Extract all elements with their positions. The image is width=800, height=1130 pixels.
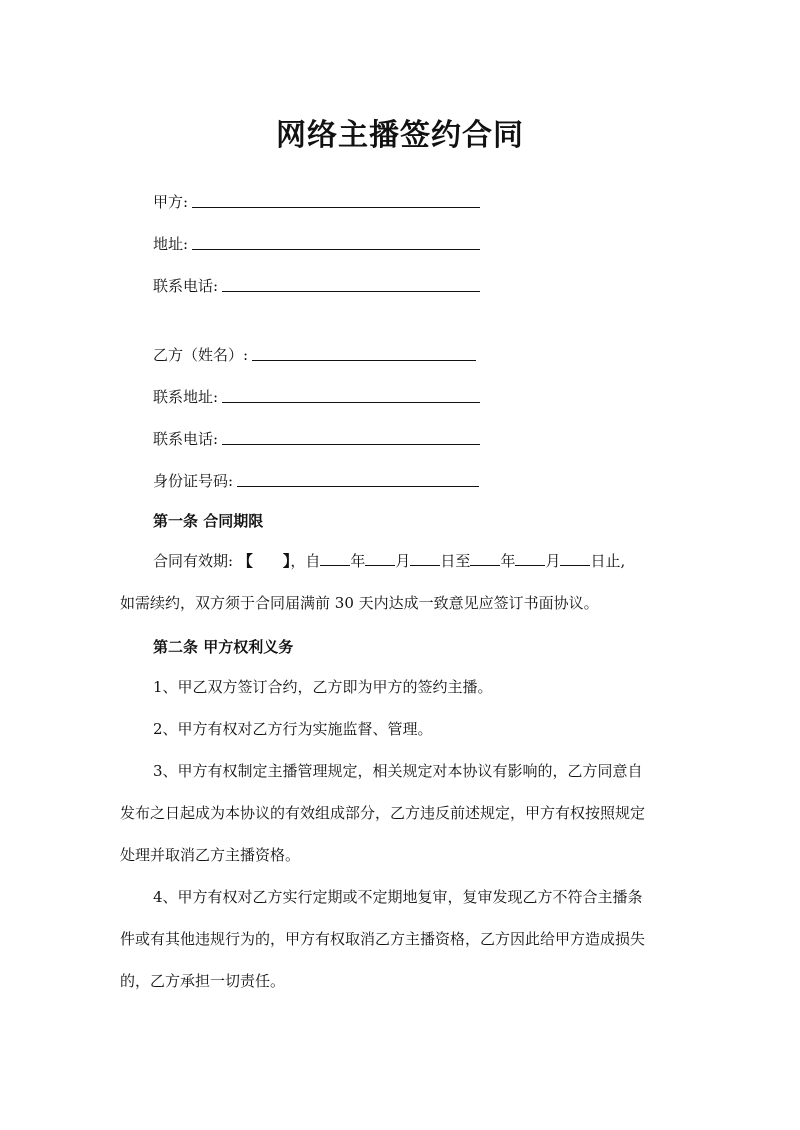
article2-clause-4-line2: 件或有其他违规行为的，甲方有权取消乙方主播资格，乙方因此给甲方造成损失: [120, 930, 646, 948]
party-b-phone-label: 联系电话:: [153, 430, 219, 448]
party-b-name-blank[interactable]: [252, 359, 476, 361]
end-day-blank[interactable]: [560, 551, 590, 566]
start-year-blank[interactable]: [320, 551, 350, 566]
party-a-address-label: 地址:: [153, 235, 189, 253]
start-day-blank[interactable]: [410, 551, 440, 566]
term-day-end: 日止,: [590, 552, 626, 570]
article2-clause-4-line1: 4、甲方有权对乙方实行定期或不定期地复审，复审发现乙方不符合主播条: [153, 888, 643, 906]
term-day-to: 日至: [440, 552, 471, 570]
party-a-address-field: [153, 228, 480, 254]
party-a-name-label: 甲方:: [153, 193, 189, 211]
party-a-address-blank[interactable]: [192, 248, 480, 250]
party-b-phone-field: [153, 423, 480, 449]
party-a-phone-blank[interactable]: [222, 290, 480, 292]
party-b-phone-blank[interactable]: [222, 443, 480, 445]
party-b-id-label: 身份证号码:: [153, 472, 234, 490]
bracket-close: 】: [282, 552, 291, 570]
party-a-phone-field: [153, 270, 480, 296]
article1-heading: 第一条 合同期限: [153, 512, 264, 530]
term-year2: 年: [500, 552, 516, 570]
article2-clause-3-line2: 发布之日起成为本协议的有效组成部分，乙方违反前述规定，甲方有权按照规定: [120, 804, 646, 822]
party-a-name-blank[interactable]: [192, 206, 480, 208]
article2-clause-3-line3: 处理并取消乙方主播资格。: [120, 846, 301, 864]
party-b-id-field: [153, 465, 479, 491]
party-b-name-field: [153, 339, 476, 365]
article2-clause-1: 1、甲乙双方签订合约，乙方即为甲方的签约主播。: [153, 678, 493, 696]
party-a-name-field: [153, 186, 480, 212]
term-lead: 合同有效期:: [153, 552, 234, 570]
term-from: ，自: [290, 552, 321, 570]
party-b-id-blank[interactable]: [237, 485, 479, 487]
article1-term-line: [153, 540, 683, 582]
party-a-phone-label: 联系电话:: [153, 277, 219, 295]
term-month1: 月: [395, 552, 411, 570]
contract-title: 网络主播签约合同: [276, 118, 524, 153]
article2-clause-3-line1: 3、甲方有权制定主播管理规定，相关规定对本协议有影响的，乙方同意自: [153, 762, 643, 780]
term-month2: 月: [545, 552, 561, 570]
article1-renewal-line: 如需续约，双方须于合同届满前 30 天内达成一致意见应签订书面协议。: [120, 594, 599, 612]
article2-heading: 第二条 甲方权利义务: [153, 638, 294, 656]
party-b-address-blank[interactable]: [222, 401, 480, 403]
bracket-open: 【: [237, 552, 253, 570]
party-b-address-field: [153, 381, 480, 407]
end-year-blank[interactable]: [470, 551, 500, 566]
start-month-blank[interactable]: [365, 551, 395, 566]
party-b-name-label: 乙方（姓名）:: [153, 346, 249, 364]
party-b-address-label: 联系地址:: [153, 388, 219, 406]
article2-clause-2: 2、甲方有权对乙方行为实施监督、管理。: [153, 720, 433, 738]
article2-clause-4-line3: 的，乙方承担一切责任。: [120, 972, 286, 990]
end-month-blank[interactable]: [515, 551, 545, 566]
term-year1: 年: [350, 552, 366, 570]
